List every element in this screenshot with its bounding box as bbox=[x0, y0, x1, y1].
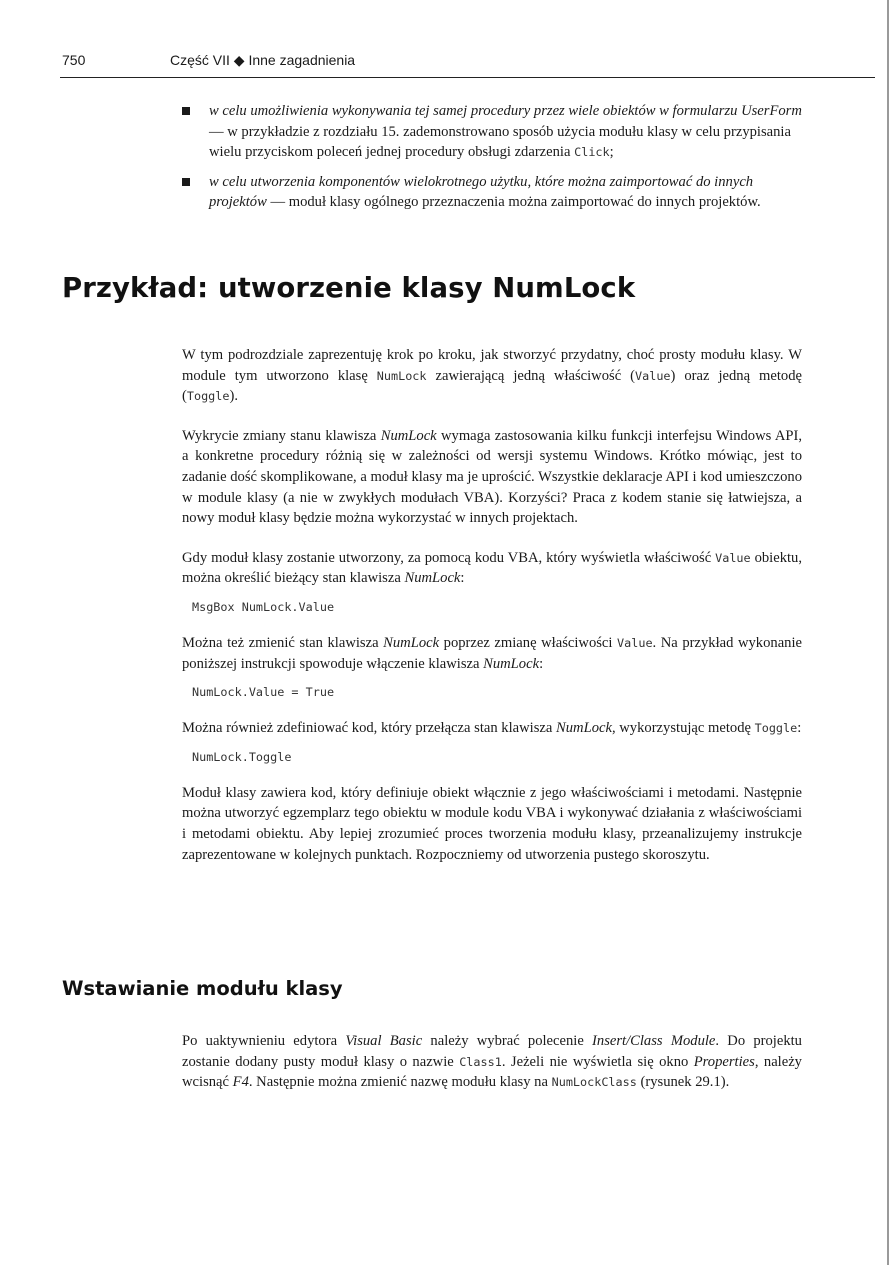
bullet-lead: w celu umożliwienia wykonywania tej samej procedury przez wiele obiektów w formularzu UserForm bbox=[209, 103, 802, 119]
inline-code: Class1 bbox=[459, 1054, 502, 1069]
bullet-item bbox=[182, 101, 802, 163]
paragraph-toggle: Można również zdefiniować kod, który przełącza stan klawisza NumLock, wykorzystując metodę Toggle: bbox=[182, 720, 802, 737]
inline-code: Toggle bbox=[754, 721, 798, 736]
inline-code: Click bbox=[574, 145, 610, 160]
paragraph-summary: Moduł klasy zawiera kod, który definiuje obiekt włącznie z jego właściwościami i metodami. Następnie można utworzyć egzemplarz tego obiektu w module kodu VBA i wykonywać działania z właściwościami i metodami obiektu. Aby lepiej zrozumieć proces tworzenia modułu klasy, przeanalizujemy instrukcje zaprezentowane w kolejnych punktach. Rozpoczniemy od utworzenia pustego skoroszytu. bbox=[182, 784, 802, 863]
inline-code: NumLock bbox=[376, 368, 427, 383]
inline-code: Toggle bbox=[186, 389, 230, 404]
inline-code: Value bbox=[617, 635, 653, 650]
square-bullet-icon bbox=[182, 107, 190, 115]
paragraph-change: Można też zmienić stan klawisza NumLock poprzez zmianę właściwości Value. Na przykład wykonanie poniższej instrukcji spowoduje włączenie klawisza NumLock: bbox=[182, 634, 803, 672]
inline-code: Value bbox=[715, 550, 751, 565]
paragraph-intro: W tym podrozdziale zaprezentuję krok po kroku, jak stworzyć przydatny, choć prosty modułu klasy. W module tym utworzono klasę NumLock zawierającą jedną właściwość (Value) oraz jedną metodę (Toggle). bbox=[182, 347, 802, 405]
inline-code: Value bbox=[635, 368, 671, 383]
paragraph-value: Gdy moduł klasy zostanie utworzony, za pomocą kodu VBA, który wyświetla właściwość Value obiektu, można określić bieżący stan klawisza NumLock: bbox=[182, 549, 802, 587]
paragraph-api: Wykrycie zmiany stanu klawisza NumLock wymaga zastosowania kilku funkcji interfejsu Windows API, a konkretne procedury różnią się w zależności od wersji systemu Windows. Krótko mówiąc, jest to zadanie dość skomplikowane, a moduł klasy ma je uprościć. Wszystkie deklaracje API i kod umieszczono w module klasy (a nie w zwykłych modułach VBA). Korzyści? Praca z kodem stanie się łatwiejsza, a nowy moduł klasy będzie można wykorzystać w innych projektach. bbox=[182, 427, 802, 527]
bullet-lead: w celu utworzenia komponentów wielokrotnego użytku, które można zaimportować do innych projektów bbox=[209, 173, 754, 211]
bullet-text: — moduł klasy ogólnego przeznaczenia można zaimportować do innych projektów. bbox=[266, 194, 761, 211]
page-header bbox=[62, 52, 874, 69]
section-body bbox=[182, 345, 802, 884]
subsection-body bbox=[182, 1031, 802, 1112]
bullet-item bbox=[182, 172, 802, 213]
header-rule bbox=[60, 77, 875, 78]
inline-code: NumLockClass bbox=[551, 1075, 637, 1090]
header-section-title: Część VII ◆ Inne zagadnienia bbox=[170, 52, 356, 68]
scan-edge-line bbox=[887, 0, 889, 1265]
square-bullet-icon bbox=[182, 178, 190, 186]
bullet-list bbox=[182, 101, 802, 222]
page-number: 750 bbox=[62, 52, 86, 68]
paragraph-insert-module: Po uaktywnieniu edytora Visual Basic należy wybrać polecenie Insert/Class Module. Do projektu zostanie dodany pusty moduł klasy o nazwie Class1. Jeżeli nie wyświetla się okno Properties, należy wcisnąć F4. Następnie można zmienić nazwę modułu klasy na NumLockClass (rysunek 29.1). bbox=[182, 1033, 802, 1091]
section-heading: Przykład: utworzenie klasy NumLock bbox=[62, 272, 636, 304]
code-sample-value-true: NumLock.Value = True bbox=[192, 685, 335, 700]
subsection-heading: Wstawianie modułu klasy bbox=[62, 977, 343, 1000]
code-sample-msgbox: MsgBox NumLock.Value bbox=[192, 599, 335, 614]
bullet-text-end: ; bbox=[609, 144, 614, 161]
code-sample-toggle: NumLock.Toggle bbox=[192, 749, 292, 764]
bullet-text: — w przykładzie z rozdziału 15. zademonstrowano sposób użycia modułu klasy w celu przypisania wielu przyciskom poleceń jednej procedury obsługi zdarzenia bbox=[209, 123, 791, 161]
